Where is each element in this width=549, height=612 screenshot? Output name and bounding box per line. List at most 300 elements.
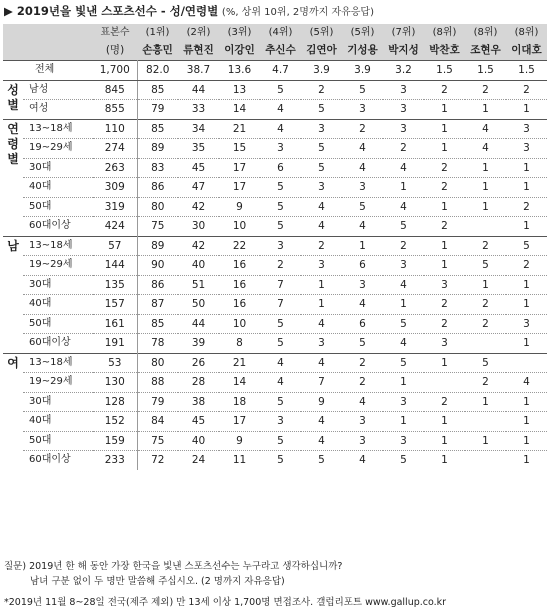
value-cell: 7: [260, 295, 301, 315]
value-cell: 4: [301, 353, 342, 373]
value-cell: 2: [465, 236, 506, 256]
value-cell: 1: [465, 178, 506, 198]
value-cell: 4: [301, 314, 342, 334]
value-cell: 4: [260, 353, 301, 373]
value-cell: 5: [465, 256, 506, 276]
value-cell: 4: [301, 431, 342, 451]
table-row: [3, 217, 547, 237]
rank-header: (8위): [424, 24, 465, 41]
sample-size-cell: 263: [93, 158, 137, 178]
player-header: 추신수: [260, 41, 301, 61]
rank-header: (3위): [219, 24, 260, 41]
group-label: [3, 80, 23, 119]
value-cell: 2: [342, 353, 383, 373]
value-cell: 89: [137, 139, 178, 159]
value-cell: 5: [301, 451, 342, 470]
group-label-char: 여: [7, 355, 19, 370]
value-cell: 5: [342, 334, 383, 354]
value-cell: 5: [260, 197, 301, 217]
player-header: 손흥민: [137, 41, 178, 61]
value-cell: 5: [383, 353, 424, 373]
row-label: 50대: [23, 197, 93, 217]
sample-size-cell: 152: [93, 412, 137, 432]
sample-size-cell: 845: [93, 80, 137, 100]
value-cell: 4: [260, 119, 301, 139]
row-label: 19~29세: [23, 256, 93, 276]
value-cell: 4: [260, 100, 301, 120]
value-cell: 38: [178, 392, 219, 412]
value-cell: 75: [137, 431, 178, 451]
value-cell: 1: [424, 119, 465, 139]
player-header: 조현우: [465, 41, 506, 61]
sample-size-cell: 144: [93, 256, 137, 276]
group-label-char: 남: [7, 238, 19, 253]
value-cell: 5: [301, 139, 342, 159]
value-cell: 4: [383, 275, 424, 295]
table-row: [3, 451, 547, 470]
value-cell: 44: [178, 314, 219, 334]
row-label: 30대: [23, 158, 93, 178]
rank-header: (8위): [465, 24, 506, 41]
value-cell: 2: [342, 119, 383, 139]
value-cell: 2: [465, 80, 506, 100]
value-cell: 3: [383, 392, 424, 412]
value-cell: 85: [137, 119, 178, 139]
header-blank: [3, 24, 93, 61]
table-row: [3, 334, 547, 354]
group-label-char: 별: [7, 97, 19, 112]
value-cell: 1: [506, 100, 547, 120]
sample-size-cell: 128: [93, 392, 137, 412]
value-cell: 2: [506, 80, 547, 100]
value-cell: 5: [506, 236, 547, 256]
value-cell: 4: [342, 158, 383, 178]
value-cell: 86: [137, 275, 178, 295]
group-label-char: 령: [7, 136, 19, 151]
value-cell: 5: [383, 314, 424, 334]
value-cell: 2: [424, 217, 465, 237]
value-cell: 2: [506, 197, 547, 217]
value-cell: 17: [219, 412, 260, 432]
value-cell: 1: [506, 275, 547, 295]
value-cell: 1: [506, 431, 547, 451]
player-header: 기성용: [342, 41, 383, 61]
survey-notes: [4, 559, 342, 589]
value-cell: 1: [383, 178, 424, 198]
value-cell: 2: [260, 256, 301, 276]
value-cell: 4: [383, 158, 424, 178]
value-cell: 3: [424, 275, 465, 295]
value-cell: 3: [301, 256, 342, 276]
value-cell: 1: [424, 412, 465, 432]
value-cell: [465, 217, 506, 237]
value-cell: 4: [342, 451, 383, 470]
value-cell: 1: [383, 373, 424, 393]
value-cell: 3: [301, 334, 342, 354]
value-cell: 1: [506, 178, 547, 198]
row-label: 30대: [23, 392, 93, 412]
value-cell: 10: [219, 217, 260, 237]
value-cell: 40: [178, 431, 219, 451]
sample-size-cell: 157: [93, 295, 137, 315]
value-cell: 5: [260, 334, 301, 354]
value-cell: 18: [219, 392, 260, 412]
row-label: 60대이상: [23, 451, 93, 470]
value-cell: 11: [219, 451, 260, 470]
value-cell: 16: [219, 275, 260, 295]
value-cell: 4: [383, 334, 424, 354]
value-cell: 1: [506, 295, 547, 315]
value-cell: 5: [260, 431, 301, 451]
value-cell: 26: [178, 353, 219, 373]
value-cell: 90: [137, 256, 178, 276]
value-cell: 3: [383, 119, 424, 139]
value-cell: 1: [383, 412, 424, 432]
value-cell: 34: [178, 119, 219, 139]
value-cell: [424, 373, 465, 393]
sample-size-cell: 161: [93, 314, 137, 334]
value-cell: 6: [260, 158, 301, 178]
value-cell: 2: [465, 373, 506, 393]
value-cell: 39: [178, 334, 219, 354]
row-label: 50대: [23, 314, 93, 334]
sample-size-cell: 1,700: [93, 61, 137, 81]
value-cell: 3: [342, 178, 383, 198]
value-cell: 3: [260, 236, 301, 256]
value-cell: 5: [301, 158, 342, 178]
table-row: [3, 295, 547, 315]
table-row: [3, 314, 547, 334]
row-label: 40대: [23, 412, 93, 432]
sample-size-cell: 53: [93, 353, 137, 373]
value-cell: 1: [424, 139, 465, 159]
row-label: 19~29세: [23, 373, 93, 393]
value-cell: 80: [137, 353, 178, 373]
row-label: 60대이상: [23, 334, 93, 354]
value-cell: 2: [342, 373, 383, 393]
row-label: 남성: [23, 80, 93, 100]
group-label-char: 별: [7, 151, 19, 166]
value-cell: 5: [260, 178, 301, 198]
value-cell: 1: [424, 451, 465, 470]
value-cell: 10: [219, 314, 260, 334]
table-row: [3, 158, 547, 178]
sample-size-cell: 319: [93, 197, 137, 217]
results-table: [3, 24, 547, 470]
value-cell: 3: [506, 119, 547, 139]
value-cell: 6: [342, 314, 383, 334]
group-label-char: 성: [7, 82, 19, 97]
value-cell: 3.9: [342, 61, 383, 81]
value-cell: 4.7: [260, 61, 301, 81]
table-row: [3, 275, 547, 295]
value-cell: 1: [424, 197, 465, 217]
value-cell: 1: [424, 431, 465, 451]
value-cell: 1: [342, 236, 383, 256]
value-cell: 3: [506, 314, 547, 334]
value-cell: 45: [178, 158, 219, 178]
value-cell: 4: [342, 139, 383, 159]
value-cell: 47: [178, 178, 219, 198]
value-cell: 1: [506, 451, 547, 470]
value-cell: 50: [178, 295, 219, 315]
table-row: [3, 256, 547, 276]
row-label: 13~18세: [23, 119, 93, 139]
player-header: 박지성: [383, 41, 424, 61]
table-row: [3, 353, 547, 373]
value-cell: 14: [219, 100, 260, 120]
value-cell: 1: [506, 158, 547, 178]
value-cell: 42: [178, 236, 219, 256]
value-cell: 3.2: [383, 61, 424, 81]
table-row: [3, 197, 547, 217]
value-cell: 1: [506, 392, 547, 412]
value-cell: 1: [506, 412, 547, 432]
player-header: 박찬호: [424, 41, 465, 61]
rank-header: (5위): [342, 24, 383, 41]
value-cell: 5: [465, 353, 506, 373]
value-cell: 16: [219, 295, 260, 315]
value-cell: 16: [219, 256, 260, 276]
value-cell: 2: [424, 178, 465, 198]
value-cell: 24: [178, 451, 219, 470]
table-header: [3, 24, 547, 61]
value-cell: 85: [137, 80, 178, 100]
row-label: 30대: [23, 275, 93, 295]
value-cell: 1.5: [465, 61, 506, 81]
value-cell: 21: [219, 119, 260, 139]
value-cell: [465, 412, 506, 432]
rank-header: (2위): [178, 24, 219, 41]
value-cell: 2: [424, 80, 465, 100]
player-header: 김연아: [301, 41, 342, 61]
value-cell: 38.7: [178, 61, 219, 81]
sample-size-cell: 110: [93, 119, 137, 139]
sample-size-cell: 191: [93, 334, 137, 354]
value-cell: 1: [465, 431, 506, 451]
value-cell: 17: [219, 178, 260, 198]
table-row: [3, 80, 547, 100]
value-cell: 4: [301, 217, 342, 237]
value-cell: 1: [465, 275, 506, 295]
value-cell: 2: [424, 392, 465, 412]
row-label: 19~29세: [23, 139, 93, 159]
table-row: [3, 139, 547, 159]
row-label: 60대이상: [23, 217, 93, 237]
sample-size-cell: 130: [93, 373, 137, 393]
value-cell: 5: [383, 451, 424, 470]
value-cell: 3: [506, 139, 547, 159]
value-cell: 2: [465, 295, 506, 315]
value-cell: 45: [178, 412, 219, 432]
survey-instruction: 남녀 구분 없이 두 명만 말씀해 주십시오. (2 명까지 자유응답): [30, 576, 285, 587]
value-cell: 3: [260, 139, 301, 159]
value-cell: 15: [219, 139, 260, 159]
rank-header: (7위): [383, 24, 424, 41]
value-cell: 3: [260, 412, 301, 432]
sample-size-cell: 57: [93, 236, 137, 256]
value-cell: 3: [342, 275, 383, 295]
value-cell: 1: [424, 236, 465, 256]
value-cell: 9: [301, 392, 342, 412]
value-cell: 35: [178, 139, 219, 159]
table-row: [3, 431, 547, 451]
player-header: 이강인: [219, 41, 260, 61]
value-cell: 5: [260, 217, 301, 237]
value-cell: 30: [178, 217, 219, 237]
value-cell: 4: [260, 373, 301, 393]
rank-header: (4위): [260, 24, 301, 41]
value-cell: 7: [260, 275, 301, 295]
value-cell: 4: [342, 295, 383, 315]
value-cell: 6: [342, 256, 383, 276]
value-cell: 4: [465, 119, 506, 139]
value-cell: 5: [260, 80, 301, 100]
value-cell: 3: [383, 431, 424, 451]
table-row: [3, 412, 547, 432]
table-row: [3, 392, 547, 412]
row-label: 50대: [23, 431, 93, 451]
value-cell: 1: [301, 275, 342, 295]
value-cell: 86: [137, 178, 178, 198]
value-cell: 3: [424, 334, 465, 354]
value-cell: 7: [301, 373, 342, 393]
row-label: 40대: [23, 178, 93, 198]
value-cell: 87: [137, 295, 178, 315]
page-title: [4, 3, 374, 19]
title-main: ▶ 2019년을 빛낸 스포츠선수 - 성/연령별: [4, 4, 219, 18]
player-header: 류현진: [178, 41, 219, 61]
value-cell: 2: [465, 314, 506, 334]
table-row: [3, 373, 547, 393]
value-cell: 78: [137, 334, 178, 354]
value-cell: 5: [260, 451, 301, 470]
sample-size-cell: 233: [93, 451, 137, 470]
table-row: [3, 236, 547, 256]
sample-size-cell: 135: [93, 275, 137, 295]
value-cell: 85: [137, 314, 178, 334]
value-cell: 33: [178, 100, 219, 120]
sample-size-header: 표본수: [93, 24, 137, 41]
row-label: 13~18세: [23, 236, 93, 256]
group-label: [3, 353, 23, 470]
sample-unit-header: (명): [93, 41, 137, 61]
value-cell: 79: [137, 100, 178, 120]
value-cell: 84: [137, 412, 178, 432]
rank-header: (5위): [301, 24, 342, 41]
value-cell: 44: [178, 80, 219, 100]
value-cell: 1: [424, 100, 465, 120]
value-cell: 79: [137, 392, 178, 412]
survey-question: 질문) 2019년 한 해 동안 가장 한국을 빛낸 스포츠선수는 누구라고 생각하십니까?: [4, 561, 343, 572]
value-cell: 2: [301, 80, 342, 100]
rank-header: (8위): [506, 24, 547, 41]
source-note: *2019년 11월 8~28일 전국(제주 제외) 만 13세 이상 1,700명 면접조사. 갤럽리포트 www.gallup.co.kr: [4, 597, 447, 608]
group-label: [3, 119, 23, 236]
value-cell: 1: [424, 353, 465, 373]
player-header: 이대호: [506, 41, 547, 61]
sample-size-cell: 159: [93, 431, 137, 451]
table-row-total: [3, 61, 547, 81]
value-cell: 2: [424, 158, 465, 178]
value-cell: 17: [219, 158, 260, 178]
value-cell: 2: [506, 256, 547, 276]
value-cell: 3.9: [301, 61, 342, 81]
value-cell: 4: [301, 197, 342, 217]
value-cell: 1: [465, 392, 506, 412]
value-cell: 5: [301, 100, 342, 120]
value-cell: 42: [178, 197, 219, 217]
value-cell: 5: [342, 197, 383, 217]
value-cell: 28: [178, 373, 219, 393]
value-cell: 2: [424, 314, 465, 334]
value-cell: 75: [137, 217, 178, 237]
value-cell: 22: [219, 236, 260, 256]
sample-size-cell: 309: [93, 178, 137, 198]
rank-header: (1위): [137, 24, 178, 41]
table-row: [3, 178, 547, 198]
value-cell: 4: [506, 373, 547, 393]
table-body: [3, 61, 547, 470]
value-cell: 3: [301, 178, 342, 198]
sample-size-cell: 274: [93, 139, 137, 159]
value-cell: 80: [137, 197, 178, 217]
value-cell: 4: [301, 412, 342, 432]
value-cell: 4: [383, 197, 424, 217]
value-cell: [465, 334, 506, 354]
value-cell: 1: [424, 256, 465, 276]
value-cell: 3: [342, 100, 383, 120]
value-cell: 1: [383, 295, 424, 315]
value-cell: 5: [383, 217, 424, 237]
group-label-char: 연: [7, 121, 19, 136]
row-label: 40대: [23, 295, 93, 315]
value-cell: 3: [383, 256, 424, 276]
value-cell: 14: [219, 373, 260, 393]
value-cell: 2: [424, 295, 465, 315]
value-cell: 3: [342, 431, 383, 451]
value-cell: 21: [219, 353, 260, 373]
row-label: 13~18세: [23, 353, 93, 373]
value-cell: 2: [301, 236, 342, 256]
value-cell: [465, 451, 506, 470]
value-cell: 1: [465, 197, 506, 217]
value-cell: 5: [260, 314, 301, 334]
value-cell: 2: [383, 139, 424, 159]
value-cell: 13.6: [219, 61, 260, 81]
value-cell: 3: [383, 100, 424, 120]
value-cell: 1: [465, 100, 506, 120]
value-cell: 1: [506, 217, 547, 237]
value-cell: 9: [219, 197, 260, 217]
value-cell: 1: [506, 334, 547, 354]
value-cell: 88: [137, 373, 178, 393]
table-row: [3, 100, 547, 120]
value-cell: 2: [383, 236, 424, 256]
value-cell: 1.5: [506, 61, 547, 81]
value-cell: 72: [137, 451, 178, 470]
value-cell: 3: [342, 412, 383, 432]
value-cell: 83: [137, 158, 178, 178]
value-cell: 5: [260, 392, 301, 412]
value-cell: 1.5: [424, 61, 465, 81]
value-cell: 1: [465, 158, 506, 178]
value-cell: 3: [301, 119, 342, 139]
row-label: 여성: [23, 100, 93, 120]
value-cell: 8: [219, 334, 260, 354]
value-cell: 89: [137, 236, 178, 256]
value-cell: 40: [178, 256, 219, 276]
